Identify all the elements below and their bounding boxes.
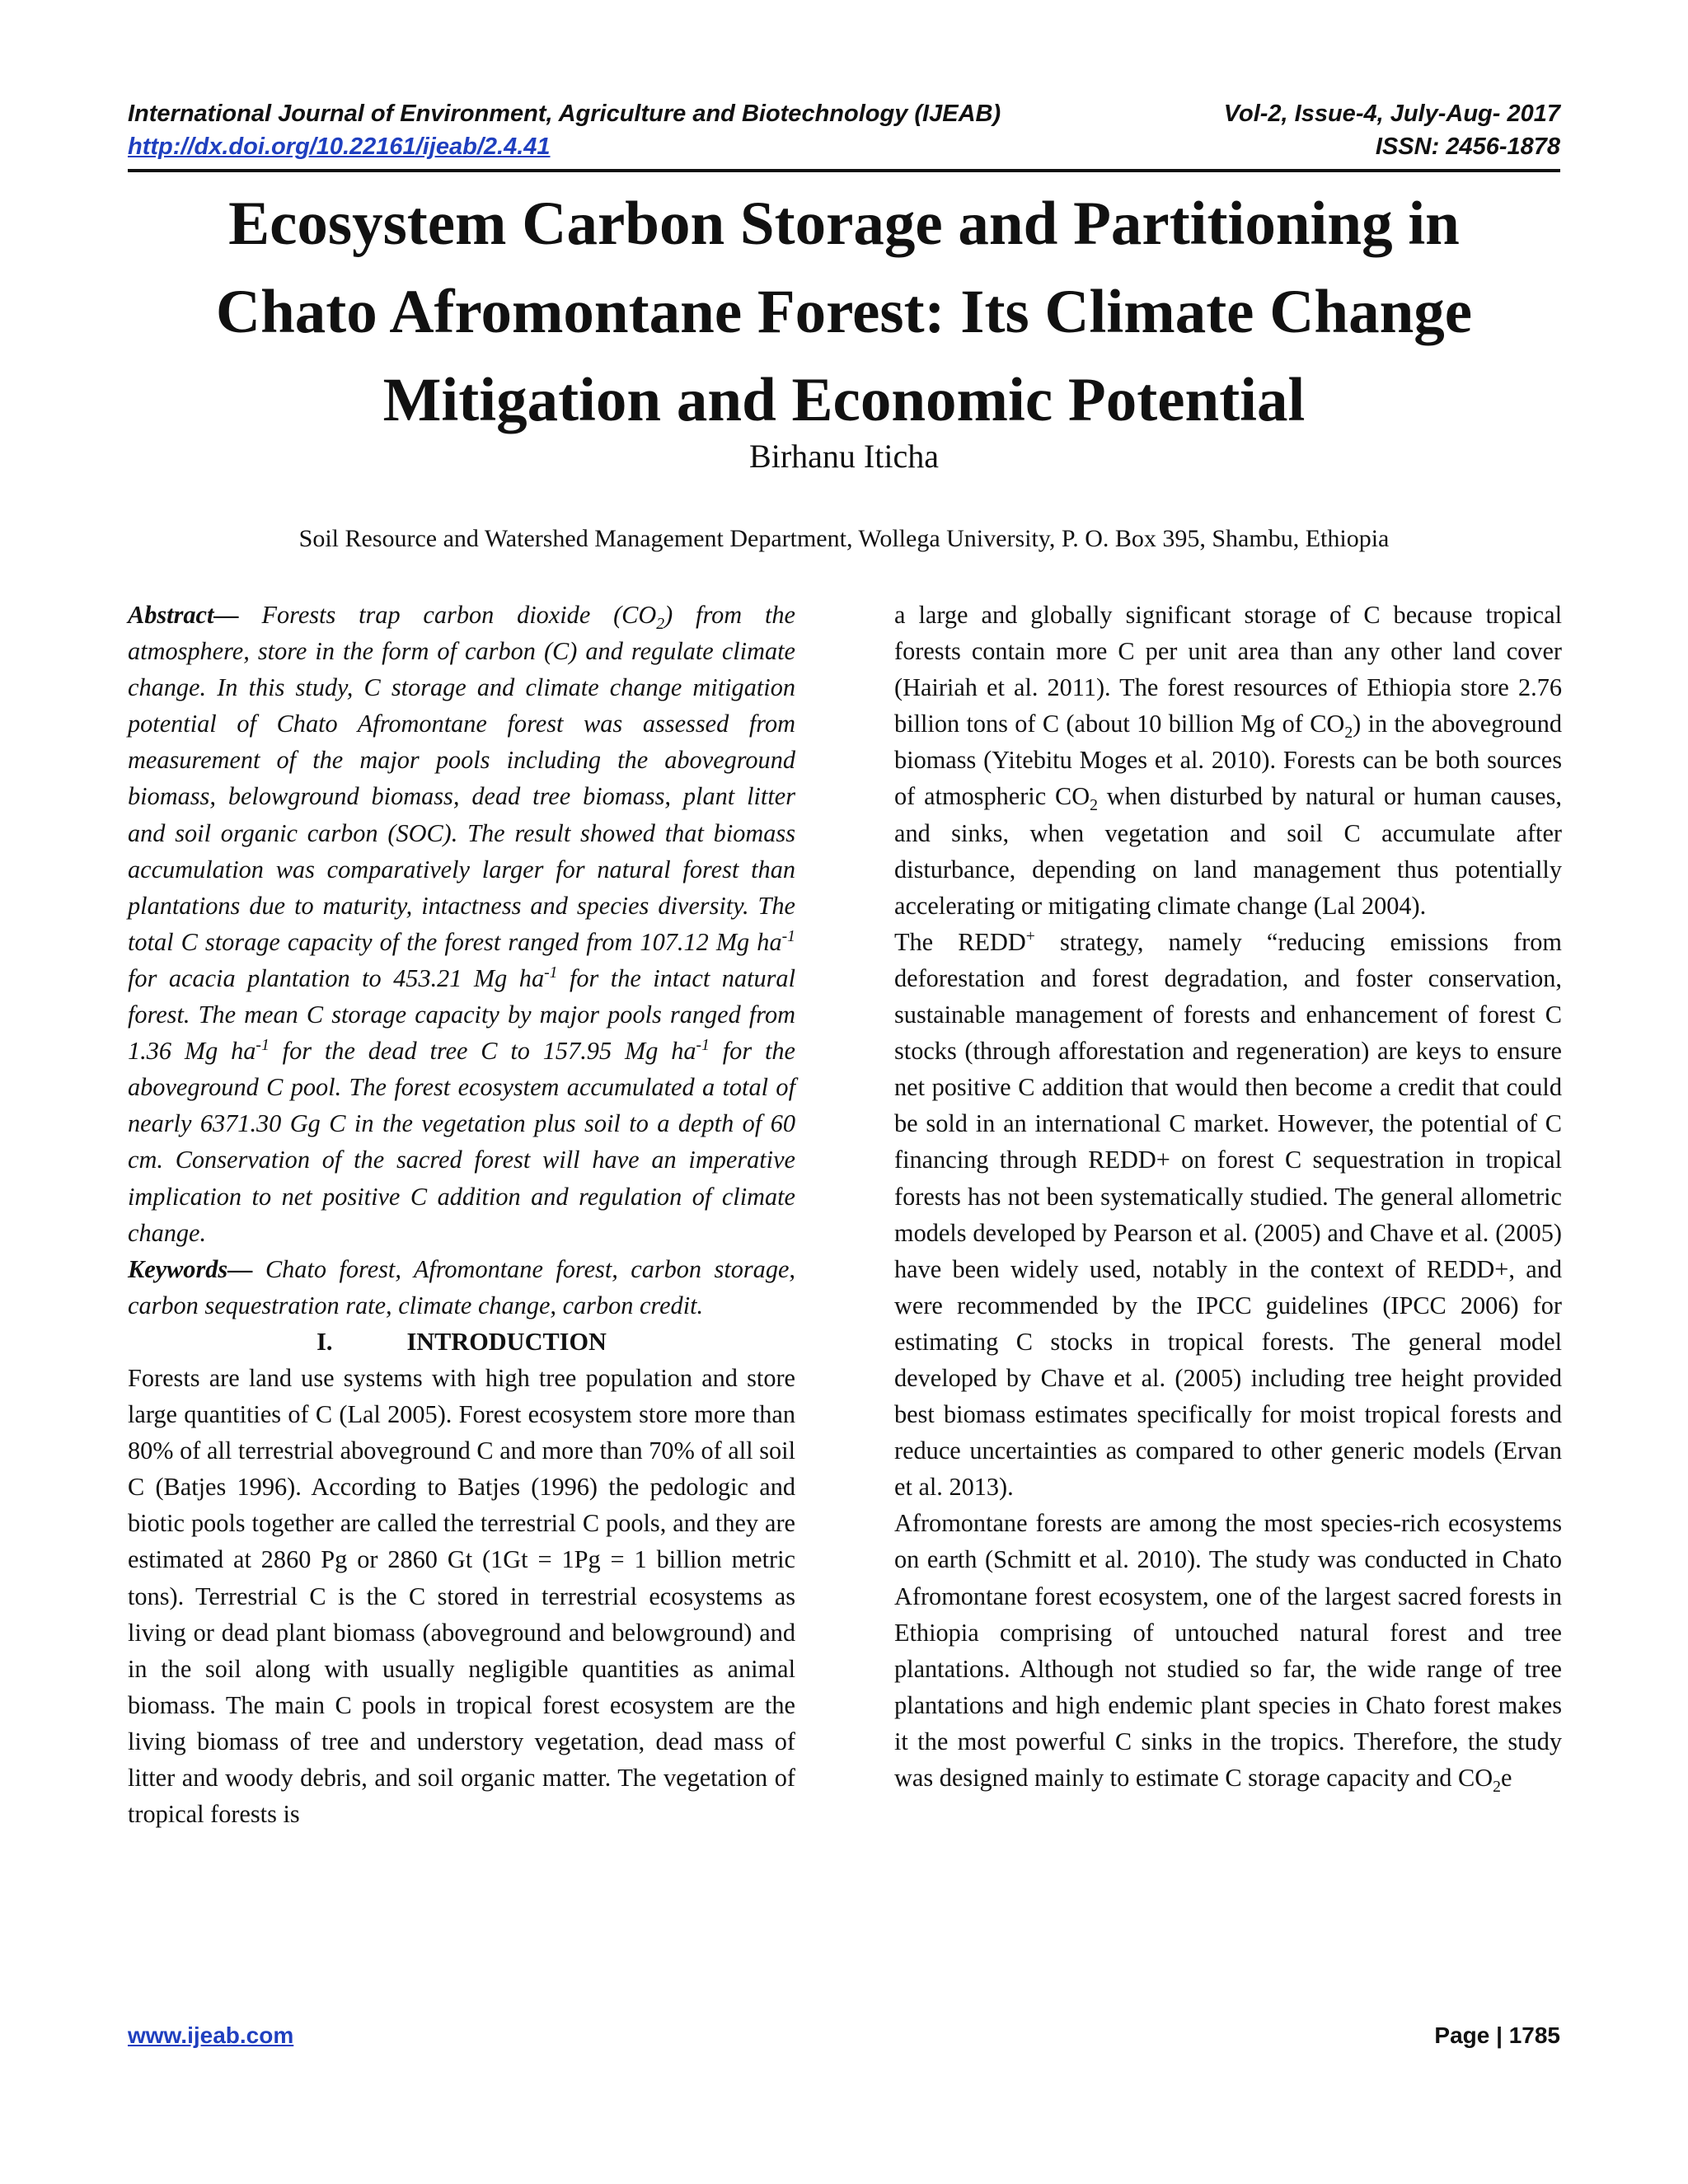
section-number: I. (316, 1327, 333, 1356)
intro-paragraph: Forests are land use systems with high tree population and store large quantities of C (Lal 2005). Forest ecosystem store more than 80% of all terrestrial aboveground C and more than 70% of all soil C (Batjes 1996). According to Batjes (1996) the pedologic and biotic pools together are called the terrestrial C pools, and they are estimated at 2860 Pg or 2860 Gt (1Gt = 1Pg = 1 billion metric tons). Terrestrial C is the C stored in terrestrial ecosystems as living or dead plant biomass (aboveground and belowground) and in the soil along with usually negligible quantities as animal biomass. The main C pools in tropical forest ecosystem are the living biomass of tree and understory vegetation, dead mass of litter and woody debris, and soil organic matter. The vegetation of tropical forests is (128, 1363, 795, 1829)
author-name: Birhanu Iticha (749, 438, 939, 475)
right-column (894, 597, 1562, 1796)
abstract-label: Abstract— (128, 601, 239, 629)
title-line: Mitigation and Economic Potential (382, 366, 1306, 434)
body-paragraph: a large and globally significant storage of C because tropical forests contain more C per unit area than any other land cover (Hairiah et al. 2011). The forest resources of Ethiopia store 2.76 billion tons of C (about 10 billion Mg of $CO_2$) in the aboveground biomass (Yitebitu Moges et al. 2010). Forests can be both sources of atmospheric $CO_2$ when disturbed by natural or human causes, and sinks, when vegetation and soil C accumulate after disturbance, depending on land management thus potentially accelerating or mitigating climate change (Lal 2004). (894, 601, 1562, 920)
keywords-label: Keywords— (128, 1254, 253, 1283)
body-paragraph: The REDD+ strategy, namely “reducing emissions from deforestation and forest degradation, and foster conservation, sustainable management of forests and enhancement of forest C stocks (through afforestation and regeneration) are keys to ensure net positive C addition that would then become a credit that could be sold in an international C market. However, the potential of C financing through REDD+ on forest C sequestration in tropical forests has not been systematically studied. The general allometric models developed by Pearson et al. (2005) and Chave et al. (2005) have been widely used, notably in the context of REDD+, and were recommended by the IPCC guidelines (IPCC 2006) for estimating C stocks in tropical forests. The general model developed by Chave et al. (2005) including tree height provided best biomass estimates specifically for moist tropical forests and reduce uncertainties as compared to other generic models (Ervan et al. 2013). (894, 926, 1562, 1502)
author-affiliation: Soil Resource and Watershed Management Department, Wollega University, P. O. Box 395, Shambu, Ethiopia (298, 525, 1390, 552)
header-rule (128, 169, 1560, 172)
keywords: Keywords— Chato forest, Afromontane forest, carbon storage, carbon sequestration rate, climate change, carbon credit. (128, 1254, 795, 1319)
running-header (128, 97, 1560, 163)
title-line: Chato Afromontane Forest: Its Climate Change (215, 278, 1473, 346)
page-footer (128, 2022, 1560, 2049)
issn: ISSN: 2456-1878 (1375, 134, 1560, 160)
section-title: INTRODUCTION (406, 1327, 607, 1356)
doi-link[interactable]: http://dx.doi.org/10.22161/ijeab/2.4.41 (128, 134, 551, 160)
page-number: Page | 1785 (1434, 2022, 1560, 2048)
abstract: Abstract— Forests trap carbon dioxide $(CO_2)$ from the atmosphere, store in the form of carbon (C) and regulate climate change. In this study, C storage and climate change mitigation potential of Chato Afromontane forest was assessed from measurement of the major pools including the aboveground biomass, belowground biomass, dead tree biomass, plant litter and soil organic carbon (SOC). The result showed that biomass accumulation was comparatively larger for natural forest than plantations due to maturity, intactness and species diversity. The total C storage capacity of the forest ranged from 107.12 Mg $ha^{-1}$ for acacia plantation to 453.21 Mg $ha^{-1}$ for the intact natural forest. The mean C storage capacity by major pools ranged from 1.36 Mg $ha^{-1}$ for the dead tree C to 157.95 Mg $ha^{-1}$ for the aboveground C pool. The forest ecosystem accumulated a total of nearly 6371.30 Gg C in the vegetation plus soil to a depth of 60 cm. Conservation of the sacred forest will have an imperative implication to net positive C addition and regulation of climate change. (128, 601, 795, 1247)
body-paragraph: Afromontane forests are among the most species-rich ecosystems on earth (Schmitt et al. 2010). The study was conducted in Chato Afromontane forest ecosystem, one of the largest sacred forests in Ethiopia comprising of untouched natural forest and tree plantations. Although not studied so far, the wide range of tree plantations and high endemic plant species in Chato forest makes it the most powerful C sinks in the tropics. Therefore, the study was designed mainly to estimate C storage capacity and $CO_2e$ (894, 1509, 1562, 1797)
volume-issue: Vol-2, Issue-4, July-Aug- 2017 (1223, 101, 1560, 127)
website-link[interactable]: www.ijeab.com (128, 2022, 294, 2048)
section-heading-introduction (128, 1324, 795, 1360)
paper-title (99, 180, 1589, 444)
left-column (128, 597, 795, 1832)
journal-name: International Journal of Environment, Agriculture and Biotechnology (IJEAB) (128, 101, 1001, 127)
title-line: Ecosystem Carbon Storage and Partitioning in (228, 190, 1460, 258)
